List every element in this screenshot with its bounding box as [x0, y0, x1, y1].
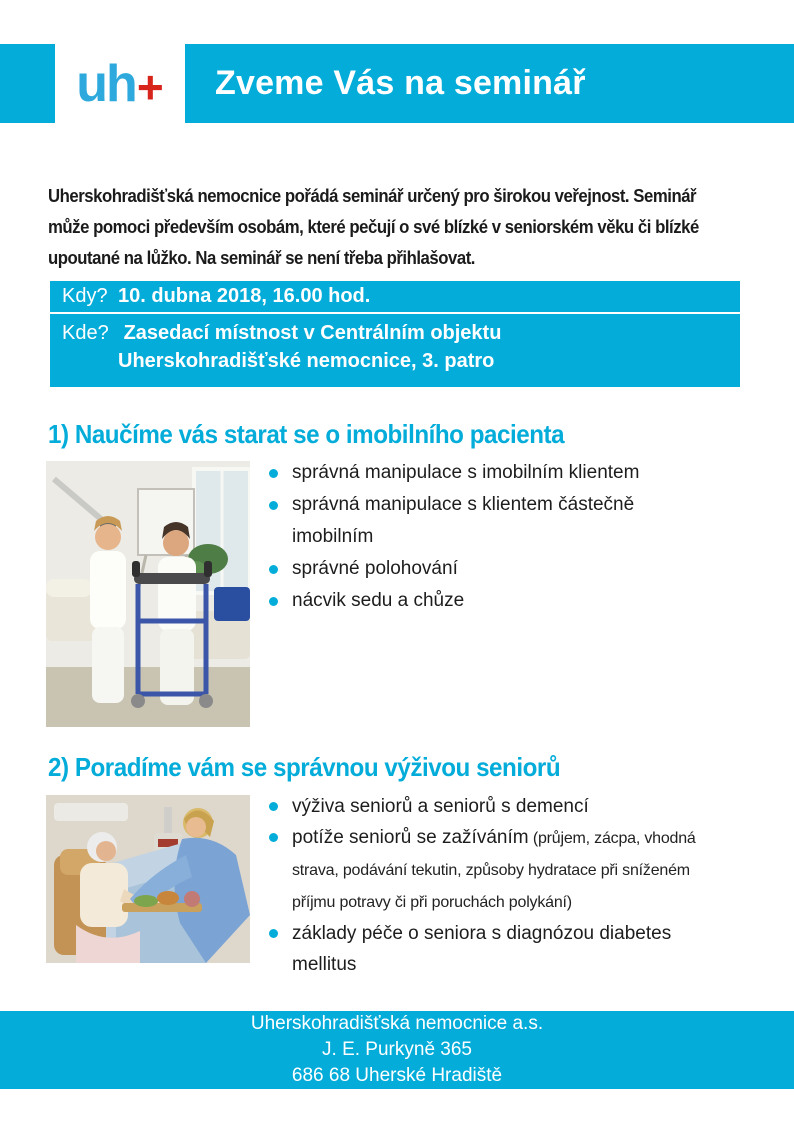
header-bar — [185, 44, 794, 123]
list-item: základy péče o seniora s diagnózou diabetes mellitus — [262, 918, 712, 980]
intro-line: upoutané na lůžko. Na seminář se není třeba přihlašovat. — [48, 248, 475, 268]
where-value-line1: Zasedací místnost v Centrálním objektu — [123, 322, 502, 344]
list-item: správné polohování — [262, 553, 712, 585]
when-value: 10. dubna 2018, 16.00 hod. — [118, 285, 371, 307]
intro-line: Uherskohradišťská nemocnice pořádá seminář určený pro širokou veřejnost. Seminář — [48, 186, 697, 206]
where-line1 — [62, 319, 728, 347]
list-item: výživa seniorů a seniorů s demencí — [262, 791, 712, 822]
footer-address-bar — [0, 1011, 794, 1089]
section-2-bullet-list — [262, 791, 712, 980]
where-label: Kde? — [62, 322, 109, 344]
footer-line-city: 686 68 Uherské Hradiště — [291, 1065, 503, 1086]
photo-nurses-helping-patient-with-walker — [46, 461, 250, 727]
when-where-info-box — [50, 281, 740, 387]
when-row — [50, 281, 740, 312]
logo-plus-icon: + — [136, 60, 164, 113]
when-label: Kdy? — [62, 285, 108, 307]
list-item: správná manipulace s klientem částečně imobilním — [262, 489, 712, 553]
intro-paragraph — [48, 181, 758, 274]
header-left-accent-strip — [0, 44, 55, 123]
list-item: nácvik sedu a chůze — [262, 585, 712, 617]
where-row — [50, 314, 740, 387]
page-title: Zveme Vás na seminář — [215, 64, 586, 102]
list-item — [262, 822, 712, 918]
photo-2-illustration — [46, 795, 250, 963]
intro-line: může pomoci především osobám, které pečují o své blízké v seniorském věku či blízké — [48, 217, 699, 237]
section-1-title: 1) Naučíme vás starat se o imobilního pacienta — [48, 419, 565, 449]
list-item: správná manipulace s imobilním klientem — [262, 457, 712, 489]
photo-1-illustration — [46, 461, 250, 727]
where-value-line2: Uherskohradišťské nemocnice, 3. patro — [118, 350, 495, 372]
footer-line-company: Uherskohradišťská nemocnice a.s. — [250, 1013, 544, 1034]
photo-nurse-serving-meal-to-senior — [46, 795, 250, 963]
footer-line-street: J. E. Purkyně 365 — [322, 1039, 472, 1060]
hospital-logo — [55, 44, 185, 123]
logo-uh-text: uh — [76, 54, 136, 113]
section-2-title: 2) Poradíme vám se správnou výživou seniorů — [48, 752, 561, 782]
list-item-note: (průjem, zácpa, vhodná strava, podávání tekutin, způsoby hydratace při sníženém příjmu potravy či při poruchách polykání) — [292, 830, 696, 911]
section-1-bullet-list — [262, 457, 712, 617]
list-item-text: potíže seniorů se zažíváním — [292, 827, 529, 848]
